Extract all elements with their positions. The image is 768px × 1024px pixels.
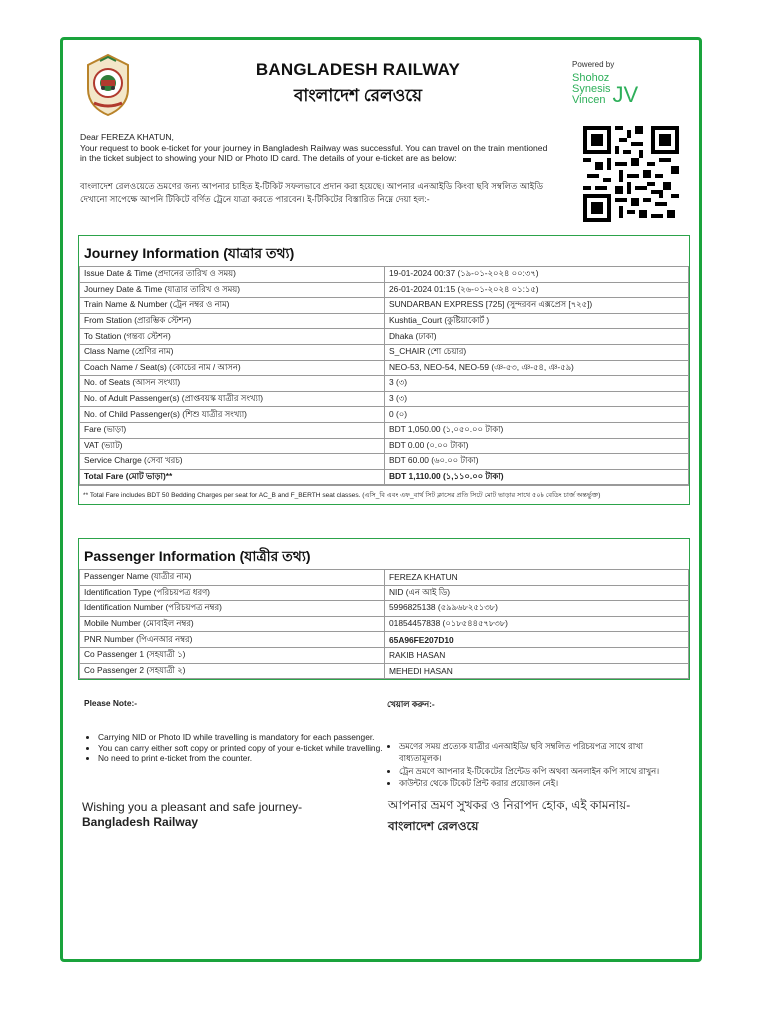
journey-row <box>80 282 689 298</box>
field-value: 26-01-2024 01:15 (২৬-০১-২০২৪ ০১:১৫) <box>385 282 689 298</box>
passenger-row <box>80 570 689 586</box>
brand-names <box>572 73 611 106</box>
field-label: Identification Number (পরিচয়পত্র নম্বর) <box>80 601 385 617</box>
journey-row <box>80 438 689 454</box>
field-value: NEO-53, NEO-54, NEO-59 (ঞ-৫৩, ঞ-৫৪, ঞ-৫৯) <box>385 360 689 376</box>
field-label: Service Charge (সেবা খরচ) <box>80 454 385 470</box>
field-label: Coach Name / Seat(s) (কোচের নাম / আসন) <box>80 360 385 376</box>
field-value: NID (এন আই ডি) <box>385 585 689 601</box>
notes-heading-bengali: খেয়াল করুন:- <box>387 699 435 709</box>
notes-heading-english: Please Note:- <box>84 698 138 708</box>
field-label: Journey Date & Time (যাত্রার তারিখ ও সময়) <box>80 282 385 298</box>
note-item: • ট্রেন ভ্রমণে আপনার ই-টিকেটের প্রিন্টেড কপি অথবা অনলাইন কপি সাথে রাখুন। <box>399 765 687 777</box>
field-label: Fare (ভাড়া) <box>80 422 385 438</box>
greeting-body-english: Your request to book e-ticket for your journey in Bangladesh Railway was successful. You can travel on the train mentioned in the ticket subject to showing your NID or Photo ID card. The details of your e-ticket are as below: <box>80 142 548 163</box>
note-item: • কাউন্টার থেকে টিকেট প্রিন্ট করার প্রয়োজন নেই। <box>399 777 687 789</box>
notes-bengali <box>387 698 687 790</box>
powered-by-block <box>572 60 638 106</box>
field-value: 3 (৩) <box>385 391 689 407</box>
field-value: S_CHAIR (শো চেয়ার) <box>385 344 689 360</box>
passenger-row <box>80 616 689 632</box>
journey-row <box>80 344 689 360</box>
field-value: BDT 60.00 (৬০.০০ টাকা) <box>385 454 689 470</box>
journey-row <box>80 298 689 314</box>
field-label: Total Fare (মোট ভাড়া)** <box>80 469 385 485</box>
field-label: PNR Number (পিএনআর নম্বর) <box>80 632 385 648</box>
field-value: 65A96FE207D10 <box>385 632 689 648</box>
brand-jv: JV <box>612 82 639 107</box>
field-value: 01854457838 (০১৮৫৪৪৫৭৮৩৮) <box>385 616 689 632</box>
passenger-row <box>80 647 689 663</box>
field-label: Co Passenger 1 (সহযাত্রী ১) <box>80 647 385 663</box>
salutation: Dear FEREZA KHATUN, <box>80 132 174 142</box>
field-value: SUNDARBAN EXPRESS [725] (সুন্দরবন এক্সপ্রেস [৭২৫]) <box>385 298 689 314</box>
journey-row <box>80 376 689 392</box>
field-label: Class Name (শ্রেণির নাম) <box>80 344 385 360</box>
journey-section-title: Journey Information (যাত্রার তথ্য) <box>84 245 295 261</box>
journey-row <box>80 313 689 329</box>
title-english: BANGLADESH RAILWAY <box>255 60 461 79</box>
brand-name-2: Synesis <box>572 83 611 95</box>
field-label: Train Name & Number (ট্রেন নম্বর ও নাম) <box>80 298 385 314</box>
greeting-body-bengali: বাংলাদেশ রেলওয়েতে ভ্রমণের জন্য আপনার চাহিত ই-টিকিট সফলভাবে প্রদান করা হয়েছে। আপনার এনআইডি কিংবা ছবি সম্বলিত আইডি দেখানো সাপেক্ষে আপনি টিকিটে বর্ণিত ট্রেনে যাত্রা করতে পারবেন। ই-টিকিটের বিস্তারিত নিম্নে দেয়া হল:- <box>80 180 544 204</box>
title-bengali: বাংলাদেশ রেলওয়ে <box>293 86 423 105</box>
field-value: 0 (০) <box>385 407 689 423</box>
journey-row <box>80 329 689 345</box>
journey-row <box>80 360 689 376</box>
field-value: 3 (৩) <box>385 376 689 392</box>
brand-name-1: Shohoz <box>572 72 610 84</box>
field-label: Mobile Number (মোবাইল নম্বর) <box>80 616 385 632</box>
closing-bengali-line1: আপনার ভ্রমণ সুখকর ও নিরাপদ হোক, এই কামনায়- <box>388 798 631 812</box>
total-fare-footnote: ** Total Fare includes BDT 50 Bedding Charges per seat for AC_B and F_BERTH seat classes. (এসি_বি এবং এফ_বার্থ সিট ক্লাসের প্রতি সিটে মোট ভাড়ার সাথে ৫০৳ বেডিং চার্জ অন্তর্ভুক্ত) <box>79 485 689 504</box>
notes-english <box>84 698 384 764</box>
closing-bengali <box>388 797 630 838</box>
field-label: Passenger Name (যাত্রীর নাম) <box>80 570 385 586</box>
powered-by-label: Powered by <box>572 60 615 69</box>
notes-list-bengali <box>387 740 687 790</box>
note-item: • You can carry either soft copy or printed copy of your e-ticket while travelling. <box>98 743 384 754</box>
closing-english <box>82 800 302 829</box>
journey-row <box>80 267 689 283</box>
field-label: Co Passenger 2 (সহযাত্রী ২) <box>80 663 385 679</box>
field-value: RAKIB HASAN <box>385 647 689 663</box>
bangladesh-railway-logo <box>84 53 132 117</box>
note-item: • ভ্রমণের সময় প্রত্যেক যাত্রীর এনআইডি/ ছবি সম্বলিত পরিচয়পত্র সাথে রাখা বাধ্যতামূলক। <box>399 740 687 765</box>
notes-list-english <box>84 732 384 764</box>
passenger-row <box>80 601 689 617</box>
field-value: BDT 1,050.00 (১,০৫০.০০ টাকা) <box>385 422 689 438</box>
passenger-table <box>79 569 689 679</box>
field-label: From Station (প্রারম্ভিক স্টেশন) <box>80 313 385 329</box>
closing-english-line2: Bangladesh Railway <box>82 815 199 829</box>
field-label: No. of Child Passenger(s) (শিশু যাত্রীর সংখ্যা) <box>80 407 385 423</box>
journey-row <box>80 454 689 470</box>
passenger-information-section <box>78 538 690 680</box>
field-value: 5996825138 (৫৯৯৬৮২৫১৩৮) <box>385 601 689 617</box>
journey-table <box>79 266 689 485</box>
closing-english-line1: Wishing you a pleasant and safe journey- <box>82 800 303 814</box>
field-label: Identification Type (পরিচয়পত্র ধরণ) <box>80 585 385 601</box>
field-value: FEREZA KHATUN <box>385 570 689 586</box>
passenger-row <box>80 632 689 648</box>
field-value: 19-01-2024 00:37 (১৯-০১-২০২৪ ০০:৩৭) <box>385 267 689 283</box>
field-label: To Station (গন্তব্য স্টেশন) <box>80 329 385 345</box>
passenger-row <box>80 585 689 601</box>
closing-bengali-line2: বাংলাদেশ রেলওয়ে <box>388 819 479 833</box>
powered-by-brand <box>572 73 638 106</box>
passenger-section-title: Passenger Information (যাত্রীর তথ্য) <box>84 548 311 564</box>
field-label: No. of Seats (আসন সংখ্যা) <box>80 376 385 392</box>
field-value: MEHEDI HASAN <box>385 663 689 679</box>
note-item: • Carrying NID or Photo ID while travelling is mandatory for each passenger. <box>98 732 384 743</box>
field-value: BDT 0.00 (০.০০ টাকা) <box>385 438 689 454</box>
field-value: Dhaka (ঢাকা) <box>385 329 689 345</box>
note-item: • No need to print e-ticket from the counter. <box>98 753 384 764</box>
field-label: Issue Date & Time (প্রদানের তারিখ ও সময়) <box>80 267 385 283</box>
journey-row <box>80 422 689 438</box>
qr-code <box>583 126 679 222</box>
field-label: VAT (ভ্যাট) <box>80 438 385 454</box>
greeting-block <box>80 132 550 206</box>
brand-name-3: Vincen <box>572 94 606 106</box>
journey-information-section <box>78 235 690 505</box>
header-title <box>208 60 508 111</box>
journey-row <box>80 469 689 485</box>
field-label: No. of Adult Passenger(s) (প্রাপ্তবয়স্ক যাত্রীর সংখ্যা) <box>80 391 385 407</box>
field-value: BDT 1,110.00 (১,১১০.০০ টাকা) <box>385 469 689 485</box>
journey-row <box>80 391 689 407</box>
journey-row <box>80 407 689 423</box>
field-value: Kushtia_Court (কুষ্টিয়াকোর্ট ) <box>385 313 689 329</box>
passenger-row <box>80 663 689 679</box>
